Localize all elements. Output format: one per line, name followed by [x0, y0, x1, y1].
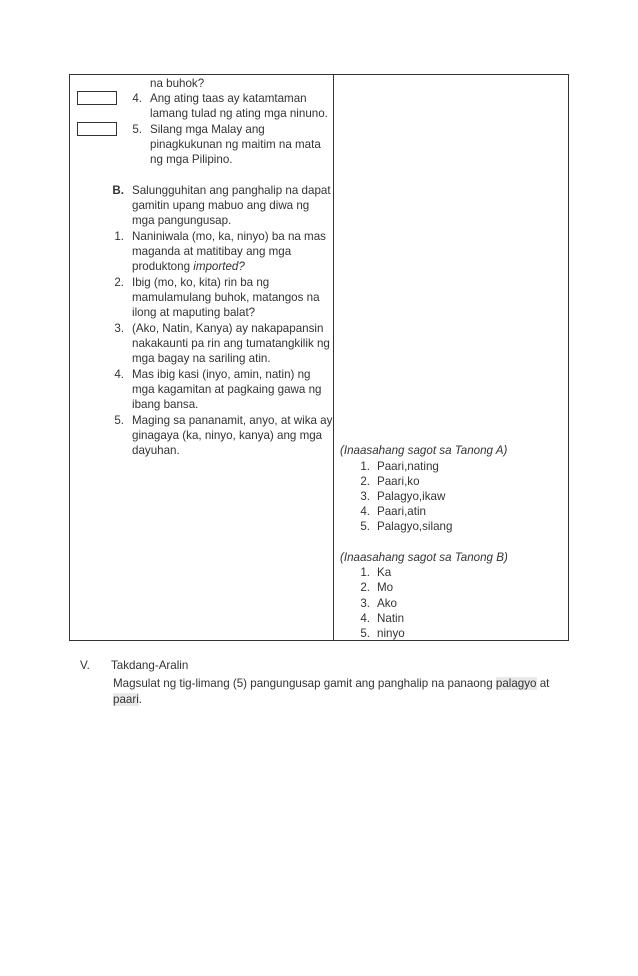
partA-item4-line2: lamang tulad ng ating mga ninuno.	[150, 107, 328, 120]
answer-B2-text: Mo	[377, 581, 394, 594]
section-v-body-text-end: at	[536, 677, 550, 690]
partB-item4-line2: mga kagamitan at pagkaing gawa ng	[132, 383, 322, 396]
partA-item3-tail: na buhok?	[150, 77, 205, 90]
partA-item4-line1: Ang ating taas ay katamtaman	[150, 92, 307, 105]
partA-item5-line1: Silang mga Malay ang	[150, 123, 265, 136]
partB-item4-line3: ibang bansa.	[132, 398, 199, 411]
answer-A1-text: Paari,nating	[377, 460, 439, 473]
partA-item4-number: 4.	[132, 92, 142, 105]
section-v-body-line2	[113, 692, 142, 707]
partB-item3-number: 3.	[114, 322, 124, 335]
answer-B4-text: Natin	[377, 612, 405, 625]
answer-box-5[interactable]	[77, 122, 117, 136]
partB-item5-number: 5.	[114, 414, 124, 427]
partB-label: B.	[112, 184, 124, 197]
section-v-body-text: Magsulat ng tig-limang (5) pangungusap gamit ang panghalip na panaong	[113, 677, 496, 690]
partB-instruction-line1: Salungguhitan ang panghalip na dapat	[132, 184, 331, 197]
partB-instruction-line3: mga pangungusap.	[132, 214, 232, 227]
highlight-paari: paari	[113, 693, 139, 706]
partB-item1-number: 1.	[114, 230, 124, 243]
answer-B4-number: 4.	[360, 612, 370, 625]
partA-item5-line2: pinagkukunan ng maitim na mata	[150, 138, 321, 151]
answers-B-title: (Inaasahang sagot sa Tanong B)	[340, 551, 508, 564]
partB-item1-line3-italic: imported?	[193, 260, 245, 273]
partA-item5-line3: ng mga Pilipino.	[150, 153, 233, 166]
answer-A3-number: 3.	[360, 490, 370, 503]
answer-box-4[interactable]	[77, 91, 117, 105]
answer-A5-text: Palagyo,silang	[377, 520, 453, 533]
answer-B3-text: Ako	[377, 597, 397, 610]
partB-instruction-line2: gamitin upang mabuo ang diwa ng	[132, 199, 310, 212]
section-v-title: Takdang-Aralin	[111, 659, 189, 672]
partB-item1-line3	[132, 259, 245, 274]
partB-item1-line1: Naniniwala (mo, ka, ninyo) ba na mas	[132, 230, 326, 243]
partB-item5-line2: ginagaya (ka, ninyo, kanya) ang mga	[132, 429, 323, 442]
answer-A2-number: 2.	[360, 475, 370, 488]
highlight-palagyo: palagyo	[495, 677, 537, 690]
partB-item2-number: 2.	[114, 276, 124, 289]
section-v-body-line1	[113, 676, 549, 691]
answer-B1-text: Ka	[377, 566, 392, 579]
answer-B1-number: 1.	[360, 566, 370, 579]
column-divider	[333, 75, 334, 640]
partB-item2-line2: mamulamulang buhok, matangos na	[132, 291, 320, 304]
answer-B5-text: ninyo	[377, 627, 405, 640]
answer-A2-text: Paari,ko	[377, 475, 420, 488]
partB-item2-line3: ilong at maputing balat?	[132, 306, 256, 319]
section-v-number: V.	[80, 659, 90, 672]
partB-item2-line1: Ibig (mo, ko, kita) rin ba ng	[132, 276, 270, 289]
answer-B3-number: 3.	[360, 597, 370, 610]
partB-item1-line3-plain: produktong	[132, 260, 194, 273]
answer-A5-number: 5.	[360, 520, 370, 533]
answer-B5-number: 5.	[360, 627, 370, 640]
partB-item5-line1: Maging sa pananamit, anyo, at wika ay	[132, 414, 333, 427]
partB-item1-line2: maganda at matitibay ang mga	[132, 245, 292, 258]
partB-item4-line1: Mas ibig kasi (inyo, amin, natin) ng	[132, 368, 311, 381]
answer-A4-text: Paari,atin	[377, 505, 426, 518]
partA-item5-number: 5.	[132, 123, 142, 136]
answer-A1-number: 1.	[360, 460, 370, 473]
answer-A4-number: 4.	[360, 505, 370, 518]
section-v-body-period: .	[138, 693, 143, 706]
partB-item4-number: 4.	[114, 368, 124, 381]
partB-item5-line3: dayuhan.	[132, 444, 180, 457]
answer-A3-text: Palagyo,ikaw	[377, 490, 446, 503]
partB-item3-line1: (Ako, Natin, Kanya) ay nakapapansin	[132, 322, 324, 335]
partB-item3-line3: mga bagay na sariling atin.	[132, 352, 271, 365]
partB-item3-line2: nakakaunti pa rin ang tumatangkilik ng	[132, 337, 330, 350]
answers-A-title: (Inaasahang sagot sa Tanong A)	[340, 444, 508, 457]
answer-B2-number: 2.	[360, 581, 370, 594]
